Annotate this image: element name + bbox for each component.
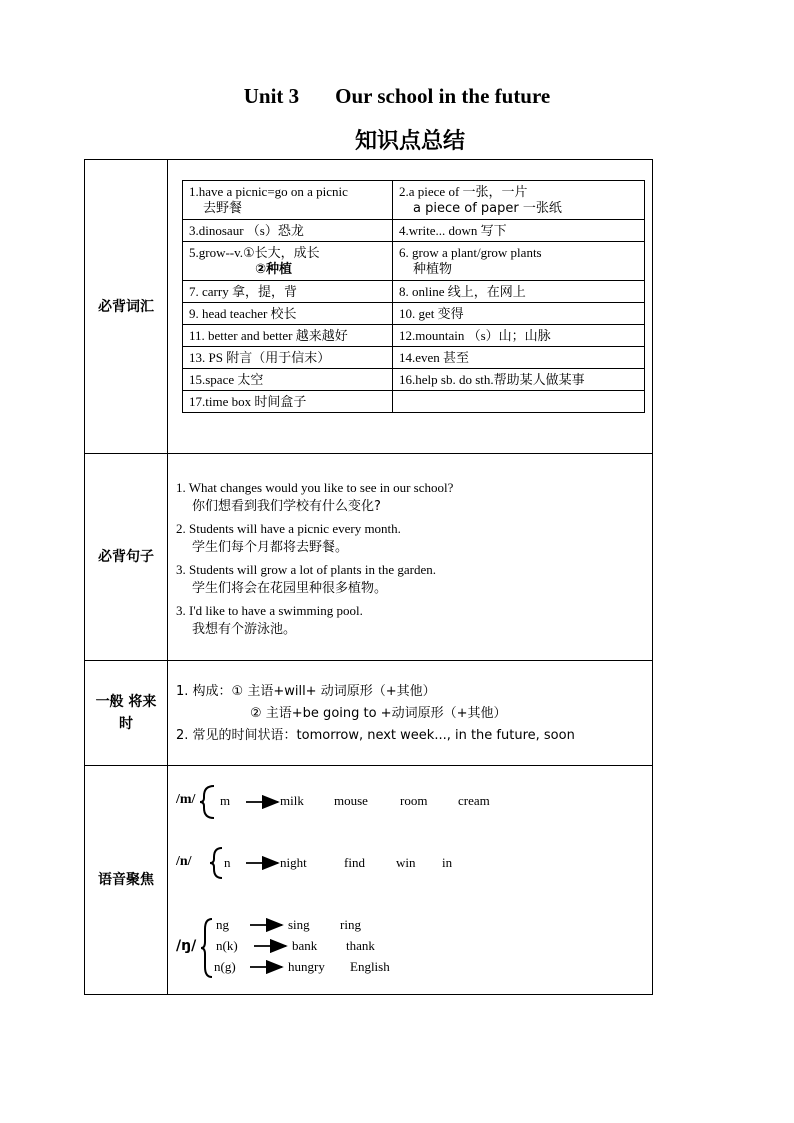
page-subtitle: 知识点总结 bbox=[354, 129, 465, 154]
word: night bbox=[280, 855, 307, 870]
vocab-cell bbox=[393, 325, 645, 347]
vocab-term: 11. better and better 越来越好 bbox=[189, 328, 348, 343]
vocab-meaning: a piece of paper 一张纸 bbox=[413, 201, 562, 216]
vocab-cell bbox=[393, 369, 645, 391]
sentence-en: 1. What changes would you like to see in our school? bbox=[176, 480, 454, 495]
phoneme-m: /m/ bbox=[176, 792, 196, 807]
vocab-row bbox=[183, 242, 645, 281]
vocab-term: 17.time box 时间盒子 bbox=[189, 394, 307, 409]
brace-icon bbox=[200, 786, 214, 818]
letter-ng: ng bbox=[216, 917, 229, 932]
phoneme-ng: /ŋ/ bbox=[176, 938, 197, 954]
vocab-cell bbox=[393, 303, 645, 325]
vocab-row bbox=[183, 281, 645, 303]
sentences-label: 必背句子 bbox=[85, 454, 168, 661]
vocab-cell bbox=[183, 347, 393, 369]
tense-section bbox=[85, 661, 653, 766]
letter-m: m bbox=[220, 793, 231, 808]
vocab-term: 8. online 线上，在网上 bbox=[399, 284, 526, 299]
vocab-term: 3.dinosaur （s）恐龙 bbox=[189, 223, 304, 238]
sentence-cn: 你们想看到我们学校有什么变化? bbox=[192, 499, 381, 514]
summary-table bbox=[84, 159, 653, 995]
vocab-cell bbox=[183, 303, 393, 325]
vocab-cell bbox=[393, 220, 645, 242]
vocab-meaning: 去野餐 bbox=[203, 201, 243, 216]
vocab-cell bbox=[183, 242, 393, 281]
vocab-term: 4.write... down 写下 bbox=[399, 223, 507, 238]
sentence-cn: 学生们每个月都将去野餐。 bbox=[192, 540, 349, 555]
unit-topic: Our school in the future bbox=[335, 84, 551, 108]
vocab-term: 5.grow--v.①长大，成长 bbox=[189, 245, 320, 260]
tense-structure-1: 1. 构成：① 主语+will+ 动词原形（+其他） bbox=[176, 684, 436, 699]
letter-n: n bbox=[224, 855, 231, 870]
sentence-item bbox=[176, 478, 642, 516]
vocab-term: 6. grow a plant/grow plants bbox=[399, 245, 542, 260]
tense-structure-2: ② 主语+be going to +动词原形（+其他） bbox=[250, 706, 507, 721]
word: room bbox=[400, 793, 428, 808]
vocab-row bbox=[183, 347, 645, 369]
word: English bbox=[350, 959, 390, 974]
vocab-row bbox=[183, 220, 645, 242]
vocab-term: 10. get 变得 bbox=[399, 306, 464, 321]
vocab-section bbox=[85, 160, 653, 454]
vocab-term: 12.mountain （s）山；山脉 bbox=[399, 328, 551, 343]
word: bank bbox=[292, 938, 318, 953]
vocab-term: 9. head teacher 校长 bbox=[189, 306, 297, 321]
sentence-item bbox=[176, 560, 642, 598]
vocab-term: 13. PS 附言（用于信末） bbox=[189, 350, 331, 365]
sentence-item bbox=[176, 601, 642, 639]
vocab-term: 1.have a picnic=go on a picnic bbox=[189, 184, 348, 199]
word: ring bbox=[340, 917, 361, 932]
letter-ng-g: n(g) bbox=[214, 959, 236, 974]
word: find bbox=[344, 855, 365, 870]
word: milk bbox=[280, 793, 304, 808]
vocab-term: 7. carry 拿，提，背 bbox=[189, 284, 297, 299]
vocab-row bbox=[183, 369, 645, 391]
word: win bbox=[396, 855, 416, 870]
word: sing bbox=[288, 917, 310, 932]
sentence-en: 2. Students will have a picnic every month. bbox=[176, 521, 401, 536]
word: mouse bbox=[334, 793, 368, 808]
sentences-section bbox=[85, 454, 653, 661]
word: cream bbox=[458, 793, 490, 808]
vocab-cell bbox=[183, 181, 393, 220]
word: hungry bbox=[288, 959, 325, 974]
vocab-cell bbox=[183, 369, 393, 391]
sentence-en: 3. Students will grow a lot of plants in the garden. bbox=[176, 562, 436, 577]
vocab-row bbox=[183, 325, 645, 347]
tense-time-adverbials: 2. 常见的时间状语：tomorrow, next week..., in the future, soon bbox=[176, 728, 575, 743]
unit-title bbox=[0, 84, 794, 109]
unit-number: Unit 3 bbox=[243, 84, 300, 108]
vocab-cell bbox=[393, 242, 645, 281]
vocab-row bbox=[183, 181, 645, 220]
vocab-meaning: ②种植 bbox=[255, 262, 293, 277]
word: thank bbox=[346, 938, 375, 953]
sentence-cn: 我想有个游泳池。 bbox=[192, 622, 297, 637]
sentence-en: 3. I'd like to have a swimming pool. bbox=[176, 603, 363, 618]
brace-icon bbox=[201, 919, 212, 977]
vocab-cell bbox=[393, 181, 645, 220]
vocab-cell bbox=[183, 281, 393, 303]
vocab-term: 14.even 甚至 bbox=[399, 350, 470, 365]
vocab-term: 16.help sb. do sth.帮助某人做某事 bbox=[399, 372, 585, 387]
vocab-cell bbox=[393, 281, 645, 303]
vocab-table bbox=[182, 180, 645, 413]
brace-icon bbox=[210, 848, 222, 878]
vocab-term: 15.space 太空 bbox=[189, 372, 264, 387]
letter-nk: n(k) bbox=[216, 938, 238, 953]
vocab-row bbox=[183, 303, 645, 325]
phonics-section bbox=[85, 766, 653, 995]
sentence-cn: 学生们将会在花园里种很多植物。 bbox=[192, 581, 388, 596]
vocab-label: 必背词汇 bbox=[85, 160, 168, 454]
tense-label: 一般 将来时 bbox=[85, 661, 168, 766]
vocab-meaning: 种植物 bbox=[413, 262, 453, 277]
vocab-cell bbox=[183, 220, 393, 242]
vocab-cell bbox=[183, 325, 393, 347]
phoneme-n: /n/ bbox=[176, 854, 192, 869]
vocab-cell bbox=[183, 391, 393, 413]
vocab-term: 2.a piece of 一张，一片 bbox=[399, 184, 528, 199]
word: in bbox=[442, 855, 453, 870]
phonics-label: 语音聚焦 bbox=[85, 766, 168, 995]
vocab-cell bbox=[393, 391, 645, 413]
vocab-row bbox=[183, 391, 645, 413]
vocab-cell bbox=[393, 347, 645, 369]
phonics-panel bbox=[168, 766, 652, 994]
sentence-item bbox=[176, 519, 642, 557]
